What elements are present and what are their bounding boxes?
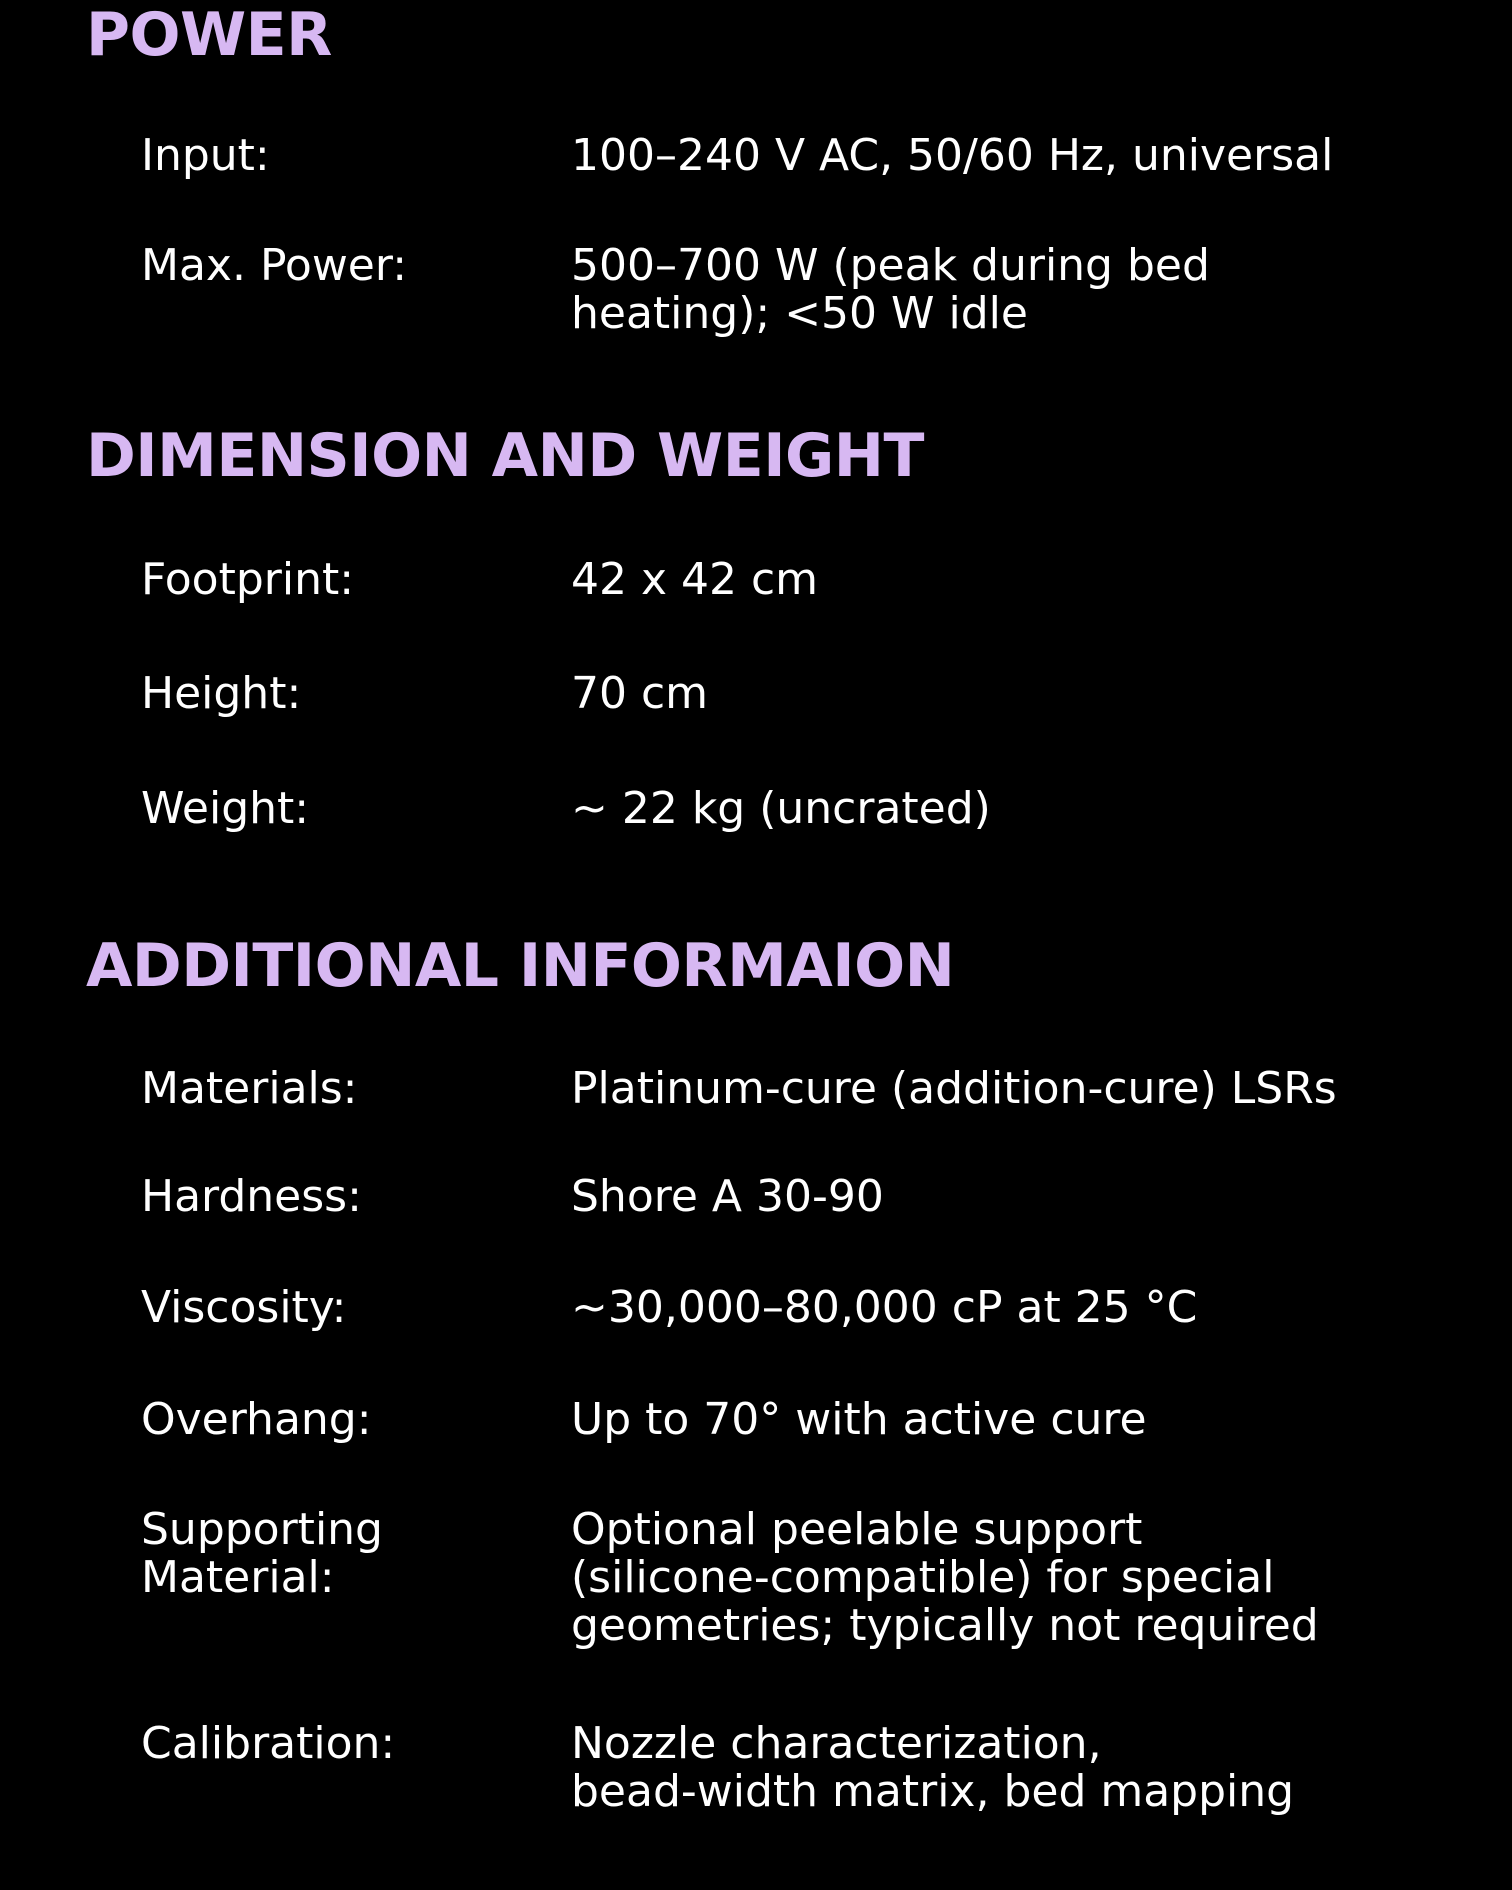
spec-value-line: Platinum-cure (addition-cure) LSRs [571, 1063, 1337, 1114]
spec-label: Input: [141, 130, 270, 181]
spec-value-line: Optional peelable support [571, 1504, 1143, 1555]
spec-value [571, 556, 1451, 604]
spec-label: Viscosity: [141, 1282, 347, 1333]
spec-value-line: 500–700 W (peak during bed [571, 240, 1210, 291]
spec-value-line: ~ 22 kg (uncrated) [571, 783, 991, 834]
spec-value-line: Shore A 30-90 [571, 1171, 884, 1222]
spec-label: Overhang: [141, 1394, 372, 1445]
spec-value [571, 132, 1451, 180]
spec-label: Footprint: [141, 554, 355, 605]
spec-label: Hardness: [141, 1171, 362, 1222]
spec-value [571, 1284, 1451, 1332]
spec-label: Materials: [141, 1063, 358, 1114]
spec-value [571, 1173, 1451, 1221]
spec-label-line: Supporting [141, 1504, 383, 1555]
spec-value-line: heating); <50 W idle [571, 288, 1028, 339]
spec-value [571, 1506, 1451, 1650]
spec-value [571, 242, 1451, 338]
spec-label: Calibration: [141, 1718, 396, 1769]
spec-value-line: Nozzle characterization, [571, 1718, 1102, 1769]
spec-value-line: (silicone-compatible) for special [571, 1552, 1275, 1603]
spec-value [571, 1065, 1451, 1113]
spec-value [571, 1720, 1451, 1816]
spec-label [141, 1506, 383, 1602]
spec-value-line: 100–240 V AC, 50/60 Hz, universal [571, 130, 1334, 181]
spec-value-line: ~30,000–80,000 cP at 25 °C [571, 1282, 1198, 1333]
spec-value-line: bead-width matrix, bed mapping [571, 1766, 1295, 1817]
spec-value-line: 42 x 42 cm [571, 554, 819, 605]
section-heading-additional-information: ADDITIONAL INFORMAION [86, 931, 955, 1001]
spec-value-line: 70 cm [571, 668, 709, 719]
spec-label: Weight: [141, 783, 310, 834]
spec-value-line: geometries; typically not required [571, 1600, 1319, 1651]
spec-label: Height: [141, 668, 302, 719]
section-heading-dimension-and-weight: DIMENSION AND WEIGHT [86, 421, 924, 491]
spec-label-line: Material: [141, 1552, 335, 1603]
spec-value [571, 670, 1451, 718]
spec-value-line: Up to 70° with active cure [571, 1394, 1147, 1445]
spec-value [571, 785, 1451, 833]
section-heading-power: POWER [86, 0, 332, 70]
spec-value [571, 1396, 1451, 1444]
spec-label: Max. Power: [141, 240, 408, 291]
